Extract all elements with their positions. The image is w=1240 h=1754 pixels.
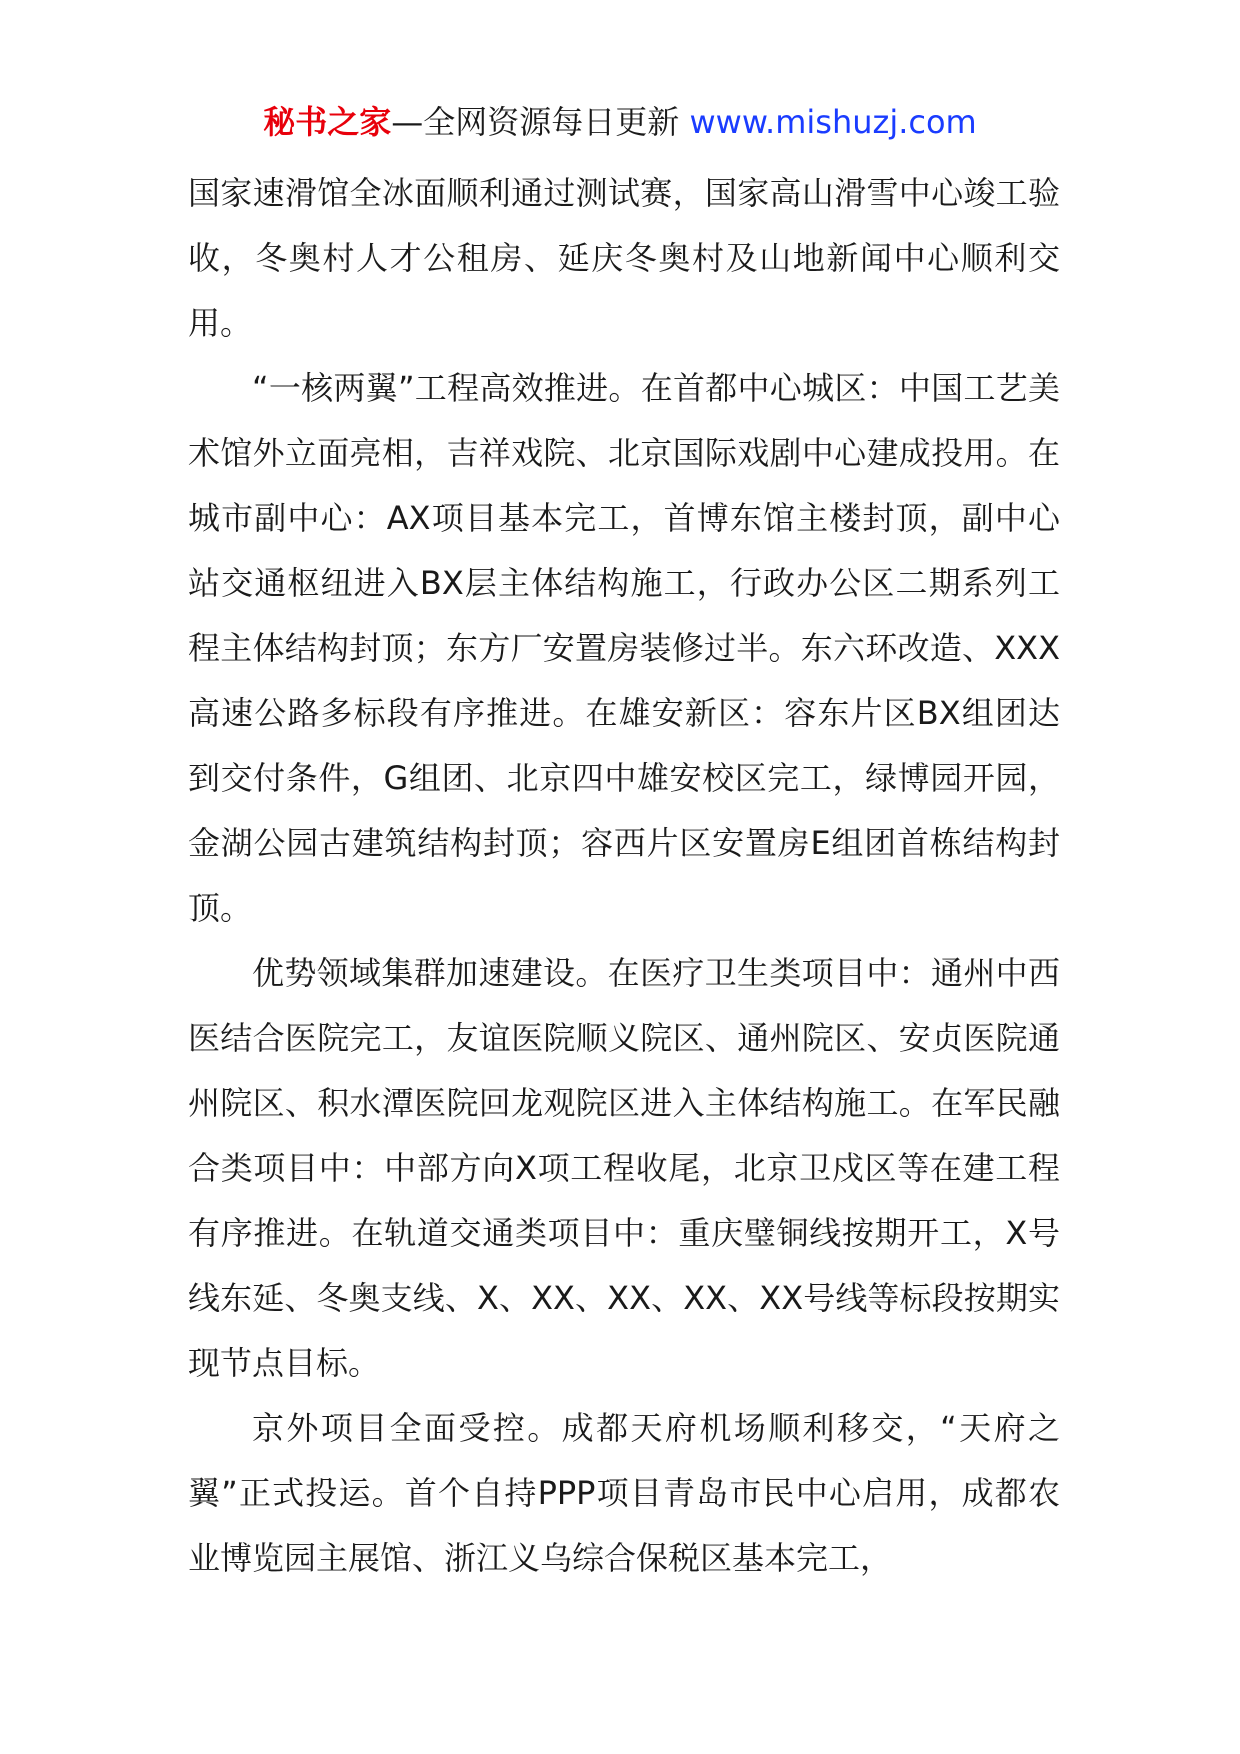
- watermark-header: [0, 100, 1240, 144]
- paragraph-core-wings: “一核两翼”工程高效推进。在首都中心城区：中国工艺美术馆外立面亮相，吉祥戏院、北京国际戏剧中心建成投用。在城市副中心：AX项目基本完工，首博东馆主楼封顶，副中心站交通枢纽进入BX层主体结构施工，行政办公区二期系列工程主体结构封顶；东方厂安置房装修过半。东六环改造、XXX高速公路多标段有序推进。在雄安新区：容东片区BX组团达到交付条件，G组团、北京四中雄安校区完工，绿博园开园，金湖公园古建筑结构封顶；容西片区安置房E组团首栋结构封顶。: [188, 369, 1060, 927]
- site-tagline: —全网资源每日更新: [391, 103, 680, 141]
- paragraph-continuation: 国家速滑馆全冰面顺利通过测试赛，国家高山滑雪中心竣工验收，冬奥村人才公租房、延庆冬奥村及山地新闻中心顺利交用。: [188, 174, 1060, 342]
- paragraph-outside-projects: 京外项目全面受控。成都天府机场顺利移交，“天府之翼”正式投运。首个自持PPP项目青岛市民中心启用，成都农业博览园主展馆、浙江义乌综合保税区基本完工，: [188, 1409, 1060, 1577]
- document-body: [188, 161, 1060, 1591]
- paragraph-advantage-clusters: 优势领域集群加速建设。在医疗卫生类项目中：通州中西医结合医院完工，友谊医院顺义院区、通州院区、安贞医院通州院区、积水潭医院回龙观院区进入主体结构施工。在军民融合类项目中：中部方向X项工程收尾，北京卫戍区等在建工程有序推进。在轨道交通类项目中：重庆璧铜线按期开工，X号线东延、冬奥支线、X、XX、XX、XX、XX号线等标段按期实现节点目标。: [188, 954, 1060, 1382]
- site-url-link[interactable]: www.mishuzj.com: [689, 103, 977, 141]
- site-brand: 秘书之家: [263, 103, 392, 141]
